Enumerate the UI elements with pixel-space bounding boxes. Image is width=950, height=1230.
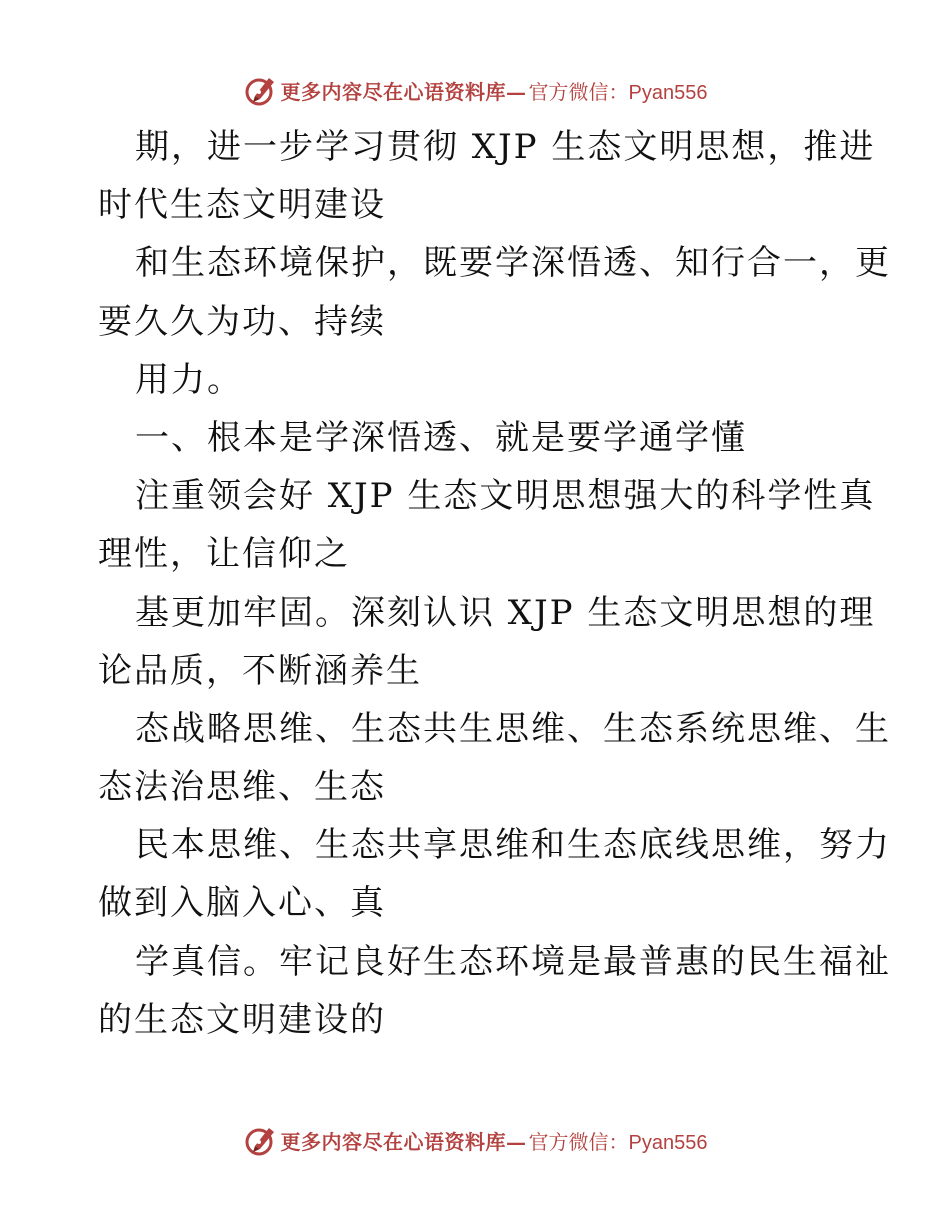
paragraph-line: 期，进一步学习贯彻 XJP 生态文明思想，推进 bbox=[135, 127, 876, 167]
paragraph-line: 论品质，不断涵养生 bbox=[98, 650, 422, 691]
document-body bbox=[98, 118, 891, 1049]
header-wechat-text: 官方微信：Pyan556 bbox=[528, 81, 708, 104]
paragraph-line: 基更加牢固。深刻认识 XJP 生态文明思想的理 bbox=[135, 592, 876, 633]
paragraph-line: 态战略思维、生态共生思维、生态系统思维、生 bbox=[135, 708, 891, 749]
paragraph-line: 和生态环境保护，既要学深悟透、知行合一，更 bbox=[135, 243, 891, 284]
header-banner bbox=[0, 70, 950, 110]
pen-nib-circle-logo-icon bbox=[243, 1122, 279, 1158]
paragraph-line: 做到入脑入心、真 bbox=[98, 883, 386, 924]
header-brand-text: 更多内容尽在心语资料库— bbox=[280, 79, 527, 104]
paragraph-line: 注重领会好 XJP 生态文明思想强大的科学性真 bbox=[135, 476, 876, 517]
paragraph-line: 态法治思维、生态 bbox=[98, 767, 386, 808]
footer-banner bbox=[0, 1120, 950, 1160]
footer-brand-text: 更多内容尽在心语资料库— bbox=[280, 1129, 527, 1154]
section-heading: 一、根本是学深悟透、就是要学通学懂 bbox=[135, 417, 747, 458]
paragraph-line: 学真信。牢记良好生态环境是最普惠的民生福祉 bbox=[135, 941, 891, 982]
footer-wechat-text: 官方微信：Pyan556 bbox=[528, 1131, 708, 1154]
paragraph-line: 时代生态文明建设 bbox=[98, 185, 386, 226]
paragraph-line: 要久久为功、持续 bbox=[98, 301, 386, 342]
pen-nib-circle-logo-icon bbox=[243, 72, 279, 108]
paragraph-line: 理性，让信仰之 bbox=[98, 534, 350, 575]
paragraph-line: 的生态文明建设的 bbox=[98, 999, 386, 1040]
paragraph-line: 民本思维、生态共享思维和生态底线思维，努力 bbox=[135, 825, 891, 866]
paragraph-line: 用力。 bbox=[135, 359, 243, 400]
